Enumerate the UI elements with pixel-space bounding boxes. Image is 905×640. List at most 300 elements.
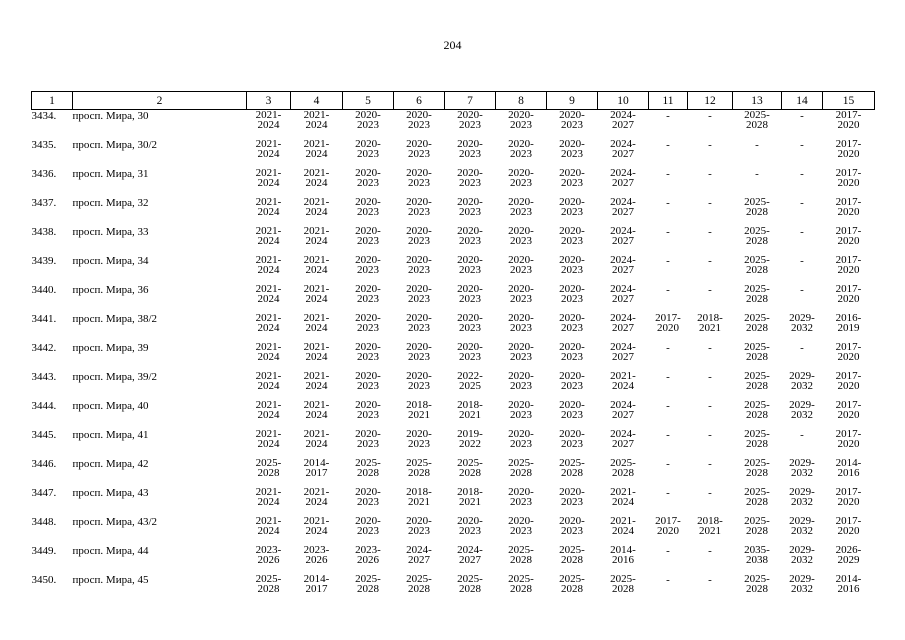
period-end: 2032 [790,380,813,392]
period-range [256,284,282,304]
period-cell [598,255,649,284]
period-end: 2023 [560,525,583,537]
address-cell: просп. Мира, 33 [72,226,149,238]
period-end: 2027 [611,409,634,421]
period-range [744,226,770,246]
empty-marker: - [666,545,670,557]
period-cell [247,255,291,284]
period-cell [547,284,598,313]
period-cell [247,429,291,458]
period-cell [496,458,547,487]
period-end: 2028 [257,467,280,479]
period-range [508,342,534,362]
period-end: 2023 [356,119,379,131]
row-number: 3440. [31,284,57,296]
period-start: 2017- [835,283,862,295]
period-end: 2023 [509,409,532,421]
period-end: 2023 [509,264,532,276]
period-end: 2027 [611,235,634,247]
empty-marker: - [666,429,670,441]
period-cell [688,110,733,140]
period-cell [782,458,823,487]
period-cell [823,574,875,603]
period-end: 2024 [305,235,328,247]
period-end: 2023 [509,293,532,305]
period-start: 2020- [406,196,432,208]
period-cell [782,139,823,168]
table-row [32,458,875,487]
period-start: 2024- [406,544,432,556]
period-cell [733,168,782,197]
period-cell [598,313,649,342]
period-cell [688,516,733,545]
period-range [406,226,432,246]
period-end: 2028 [458,467,481,479]
period-end: 2023 [509,351,532,363]
period-start: 2029- [789,457,815,469]
period-cell [394,371,445,400]
period-end: 2016 [611,554,634,566]
period-range [836,458,862,478]
empty-marker: - [708,487,712,499]
period-start: 2020- [457,167,483,179]
empty-marker: - [800,110,804,122]
period-range [610,255,636,275]
period-end: 2023 [356,322,379,334]
period-start: 2024- [610,283,636,295]
period-range [457,168,483,188]
period-range [610,139,636,159]
period-start: 2025- [744,370,770,382]
period-start: 2017- [655,515,681,527]
period-cell [823,458,875,487]
period-cell [823,197,875,226]
period-start: 2025- [744,515,770,527]
period-start: 2020- [406,428,432,440]
period-start: 2024- [610,341,636,353]
period-start: 2017- [835,486,862,498]
period-start: 2020- [508,225,534,237]
period-end: 2027 [407,554,430,566]
period-start: 2020- [559,428,585,440]
period-end: 2023 [560,496,583,508]
period-start: 2020- [508,283,534,295]
period-range [304,516,330,536]
period-start: 2020- [355,196,381,208]
table-row [32,342,875,371]
period-cell [782,574,823,603]
period-range [304,429,330,449]
period-range [457,574,483,594]
period-start: 2025- [744,428,770,440]
period-start: 2020- [457,312,483,324]
empty-marker: - [708,139,712,151]
period-cell [733,342,782,371]
period-start: 2017- [835,138,862,150]
period-cell [782,284,823,313]
period-range [559,458,585,478]
period-cell [247,574,291,603]
period-start: 2020- [355,138,381,150]
period-end: 2021 [698,525,721,537]
period-range [304,487,330,507]
address-cell: просп. Мира, 36 [72,284,149,296]
period-range [256,487,282,507]
period-cell [343,371,394,400]
address-cell: просп. Мира, 40 [72,400,149,412]
period-range [355,226,381,246]
table-row [32,139,875,168]
period-end: 2023 [560,264,583,276]
period-start: 2014- [303,457,330,469]
column-header: 4 [291,92,343,110]
period-end: 2028 [745,496,768,508]
period-start: 2021- [303,254,330,266]
period-cell [445,139,496,168]
period-start: 2017- [835,515,862,527]
period-range [610,313,636,333]
period-start: 2020- [406,283,432,295]
period-cell [598,458,649,487]
period-end: 2023 [509,235,532,247]
period-range [508,255,534,275]
period-start: 2014- [303,573,330,585]
period-range [457,545,483,565]
period-start: 2017- [835,225,862,237]
period-end: 2024 [305,496,328,508]
period-cell [291,574,343,603]
period-cell [343,545,394,574]
period-end: 2023 [356,496,379,508]
period-cell [445,458,496,487]
address-cell: просп. Мира, 39/2 [72,371,158,383]
column-header: 1 [32,92,73,110]
period-start: 2021- [255,312,282,324]
period-range [559,516,585,536]
period-end: 2020 [837,264,860,276]
period-range [610,168,636,188]
period-range [355,371,381,391]
period-cell [598,545,649,574]
period-start: 2014- [610,544,636,556]
table-row [32,516,875,545]
row-number: 3445. [31,429,57,441]
period-range [256,226,282,246]
period-start: 2021- [610,515,636,527]
column-header: 2 [73,92,247,110]
period-cell [547,487,598,516]
period-start: 2025- [457,573,483,585]
period-cell [496,226,547,255]
period-end: 2028 [745,322,768,334]
empty-marker: - [708,545,712,557]
period-end: 2028 [745,438,768,450]
period-range [789,545,815,565]
period-range [559,545,585,565]
period-cell [823,313,875,342]
period-end: 2023 [560,409,583,421]
period-cell [394,516,445,545]
empty-marker: - [666,487,670,499]
period-end: 2027 [611,177,634,189]
period-range [836,516,862,536]
period-start: 2020- [406,167,432,179]
period-range [406,139,432,159]
period-end: 2027 [611,264,634,276]
period-range [789,400,815,420]
period-start: 2024- [610,196,636,208]
period-start: 2035- [744,544,770,556]
period-cell [445,255,496,284]
period-range [457,284,483,304]
period-range [256,139,282,159]
period-range [559,487,585,507]
period-start: 2020- [559,486,585,498]
period-start: 2020- [355,225,381,237]
period-start: 2025- [508,457,534,469]
period-start: 2020- [559,312,585,324]
period-range [836,487,862,507]
period-range [836,313,862,333]
period-range [256,168,282,188]
period-range [836,342,862,362]
period-end: 2020 [837,409,860,421]
period-cell [649,371,688,400]
period-range [406,284,432,304]
period-cell [547,516,598,545]
period-start: 2025- [559,573,585,585]
period-cell [247,284,291,313]
period-cell [782,400,823,429]
period-end: 2024 [257,380,280,392]
period-cell [445,516,496,545]
period-range [789,458,815,478]
empty-marker: - [800,197,804,209]
period-cell [649,110,688,140]
period-cell [547,255,598,284]
period-start: 2025- [744,225,770,237]
period-start: 2025- [406,457,432,469]
period-cell [688,168,733,197]
period-cell [782,342,823,371]
period-range [508,139,534,159]
period-end: 2023 [560,235,583,247]
period-range [355,255,381,275]
period-start: 2020- [457,254,483,266]
period-range [355,342,381,362]
period-cell [547,168,598,197]
period-end: 2028 [458,583,481,595]
period-start: 2020- [457,138,483,150]
period-cell [733,313,782,342]
period-end: 2023 [560,380,583,392]
period-start: 2020- [559,167,585,179]
period-range [836,371,862,391]
period-end: 2023 [407,148,430,160]
period-range [559,139,585,159]
period-range [304,110,330,130]
period-end: 2023 [458,322,481,334]
period-cell [733,226,782,255]
period-cell [247,342,291,371]
period-start: 2020- [355,167,381,179]
period-range [559,574,585,594]
period-range [256,255,282,275]
period-cell [782,226,823,255]
period-cell [733,516,782,545]
period-range [559,197,585,217]
period-end: 2023 [458,525,481,537]
period-cell [247,139,291,168]
period-range [610,342,636,362]
period-range [355,487,381,507]
column-header: 10 [598,92,649,110]
empty-marker: - [755,168,759,180]
empty-marker: - [708,255,712,267]
period-end: 2024 [611,525,634,537]
period-end: 2023 [560,119,583,131]
period-start: 2021- [255,341,282,353]
period-start: 2021- [303,486,330,498]
period-cell [394,429,445,458]
period-end: 2028 [745,119,768,131]
period-cell [547,110,598,140]
period-start: 2017- [835,370,862,382]
period-range [355,516,381,536]
period-cell [496,284,547,313]
period-range [355,284,381,304]
period-cell [291,139,343,168]
period-cell [649,342,688,371]
period-range [655,516,681,536]
period-cell [598,226,649,255]
period-cell [291,226,343,255]
period-end: 2028 [745,351,768,363]
period-end: 2022 [458,438,481,450]
period-cell [445,313,496,342]
row-number: 3434. [31,110,57,122]
period-range [697,313,723,333]
period-cell [496,400,547,429]
period-range [406,487,432,507]
period-end: 2028 [560,467,583,479]
column-header: 11 [649,92,688,110]
period-cell [649,400,688,429]
period-cell [445,168,496,197]
period-range [457,342,483,362]
period-range [559,110,585,130]
period-start: 2020- [457,515,483,527]
period-cell [688,139,733,168]
period-end: 2023 [509,206,532,218]
period-start: 2029- [789,573,815,585]
empty-marker: - [666,197,670,209]
period-start: 2020- [559,283,585,295]
period-start: 2025- [744,486,770,498]
period-start: 2021- [255,138,282,150]
table-row [32,313,875,342]
empty-marker: - [666,226,670,238]
period-start: 2017- [835,167,862,179]
page-number: 204 [443,38,462,52]
period-cell [649,429,688,458]
period-range [355,458,381,478]
period-start: 2025- [744,109,770,121]
period-cell [445,110,496,140]
period-start: 2025- [406,573,432,585]
period-range [256,110,282,130]
period-start: 2020- [559,109,585,121]
period-cell [688,371,733,400]
period-end: 2024 [305,293,328,305]
period-cell [394,110,445,140]
period-cell [547,400,598,429]
period-start: 2021- [303,196,330,208]
period-cell [547,139,598,168]
period-end: 2024 [305,119,328,131]
period-cell [343,516,394,545]
period-start: 2020- [355,283,381,295]
period-cell [343,110,394,140]
period-cell [547,342,598,371]
period-end: 2024 [305,380,328,392]
period-range [457,516,483,536]
empty-marker: - [800,255,804,267]
empty-marker: - [708,284,712,296]
period-start: 2020- [355,312,381,324]
empty-marker: - [708,429,712,441]
period-start: 2020- [508,370,534,382]
period-end: 2024 [611,496,634,508]
period-start: 2021- [303,341,330,353]
period-cell [247,458,291,487]
period-range [457,255,483,275]
period-cell [649,545,688,574]
period-range [610,110,636,130]
period-cell [733,255,782,284]
period-start: 2018- [697,515,723,527]
period-range [457,400,483,420]
period-end: 2028 [356,583,379,595]
period-cell [688,284,733,313]
period-start: 2020- [508,196,534,208]
period-range [406,342,432,362]
period-range [559,342,585,362]
period-end: 2023 [458,351,481,363]
period-range [508,574,534,594]
period-cell [547,545,598,574]
period-end: 2021 [458,409,481,421]
period-start: 2018- [406,486,432,498]
period-range [744,110,770,130]
period-end: 2016 [837,583,860,595]
period-cell [547,458,598,487]
period-range [508,487,534,507]
period-start: 2021- [255,254,282,266]
period-cell [247,400,291,429]
period-start: 2021- [255,196,282,208]
period-start: 2017- [655,312,681,324]
period-range [789,574,815,594]
period-range [610,545,636,565]
period-end: 2027 [611,206,634,218]
row-number: 3437. [31,197,57,209]
period-end: 2026 [305,554,328,566]
period-cell [688,342,733,371]
period-cell [823,139,875,168]
period-cell [823,342,875,371]
table-row [32,284,875,313]
